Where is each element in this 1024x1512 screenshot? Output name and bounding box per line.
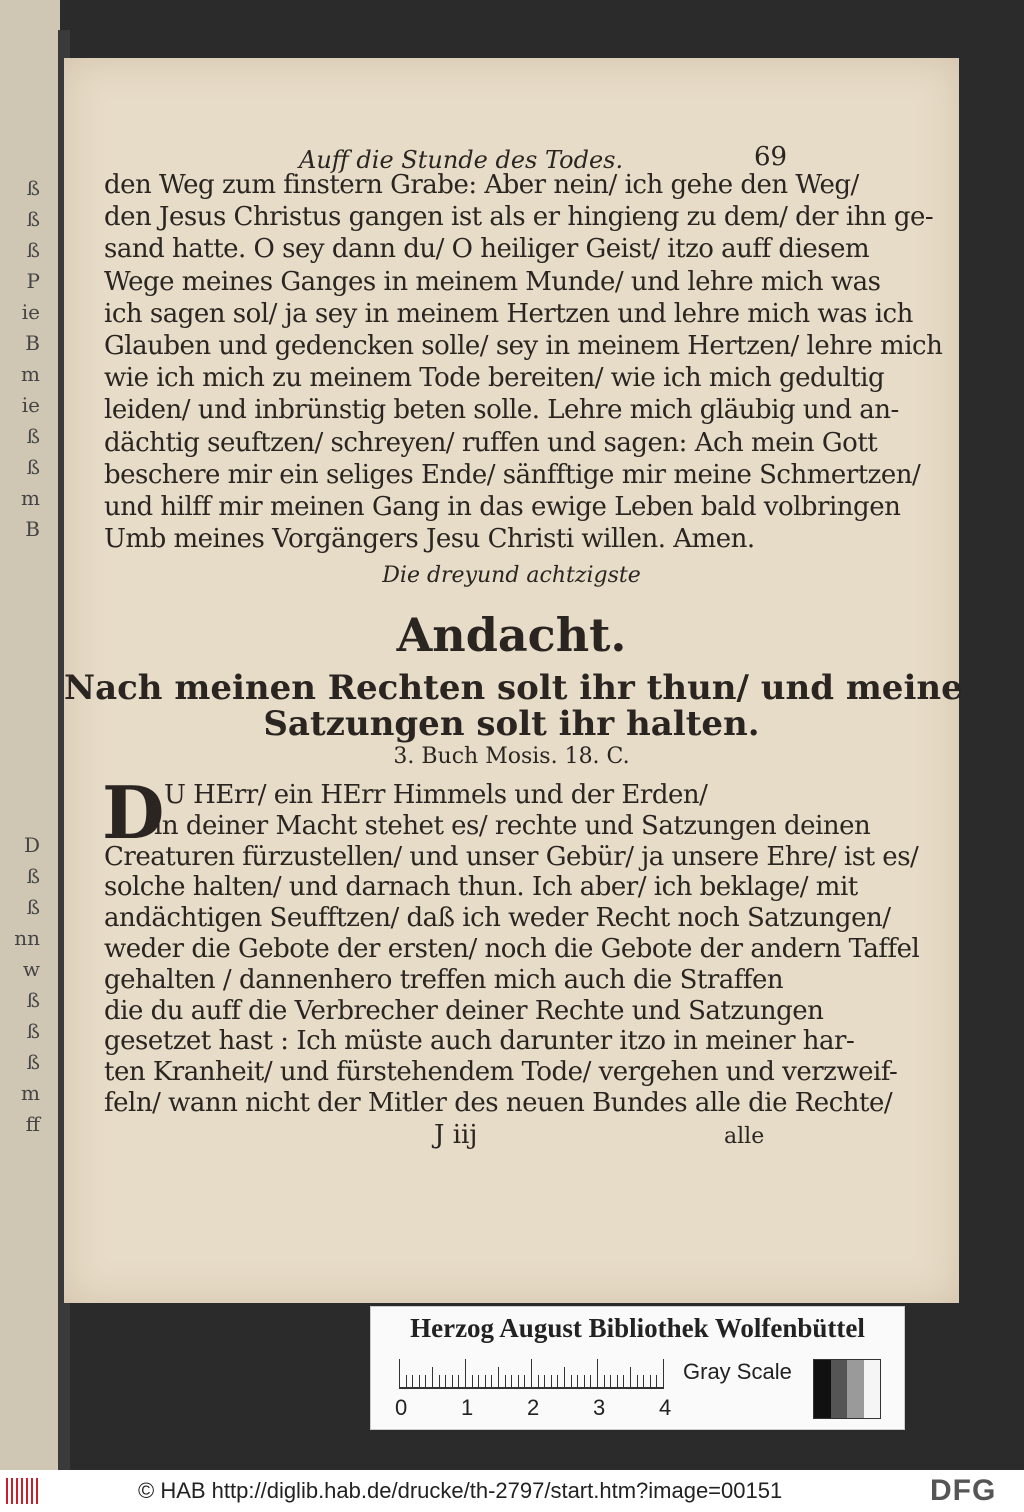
ruler-tick [663,1359,664,1387]
hab-barcode-icon [6,1478,40,1504]
library-name: Herzog August Bibliothek Wolfenbüttel [410,1313,865,1343]
page-number: 69 [754,142,788,172]
text-line: Glauben und gedencken solle/ sey in meinem Hertzen/ lehre mich [104,331,943,361]
ruler-tick [544,1375,545,1387]
ruler-tick [478,1375,479,1387]
ruler-tick [643,1375,644,1387]
bible-verse-line-2: Satzungen solt ihr halten. [263,704,760,744]
text-line: ich sagen sol/ ja sey in meinem Hertzen und lehre mich was ich [104,298,913,329]
ruler-tick [439,1375,440,1387]
text-line: in deiner Macht stehet es/ rechte und Satzungen deinen [154,810,871,841]
running-header: Auff die Stunde des Todes. [299,146,624,174]
ruler-tick [445,1375,446,1387]
ruler-tick [557,1375,558,1387]
text-line: solche halten/ und darnach thun. Ich aber/ ich beklage/ mit [104,872,858,903]
gray-swatch [814,1360,831,1418]
left-page-fragment: ß [26,176,40,200]
left-page-fragment: nn [14,926,40,950]
ruler-tick [551,1375,552,1387]
left-page-fragment: m [21,1081,40,1105]
ruler-tick [590,1375,591,1387]
left-page-fragment: ß [26,207,40,231]
ruler-tick [399,1359,400,1387]
text-line: feln/ wann nicht der Mitler des neuen Bundes alle die Rechte/ [104,1088,893,1118]
left-page-fragment: B [25,517,40,541]
text-line: andächtigen Seufftzen/ daß ich weder Recht noch Satzungen/ [104,903,891,934]
left-page-fragment: ß [26,424,40,448]
left-page-fragment: ie [21,300,40,324]
ruler-tick [511,1375,512,1387]
verse-reference: 3. Buch Mosis. 18. C. [393,744,630,769]
ruler-label: 4 [659,1395,672,1420]
ruler-tick [505,1375,506,1387]
ruler-tick [564,1367,565,1387]
dfg-logo: DFG [930,1474,997,1507]
text-line: sand hatte. O sey dann du/ O heiliger Geist/ itzo auff diesem [104,234,870,265]
left-page-fragment: B [25,331,40,355]
left-page-fragment: ie [21,393,40,417]
left-page-fragment: P [26,269,40,293]
color-calibration-card [370,1306,905,1430]
book-page [64,58,963,1303]
ruler-tick [491,1375,492,1387]
bible-verse-line-1: Nach meinen Rechten solt ihr thun/ und meine [64,668,963,708]
left-page-fragment: ß [26,1019,40,1043]
ruler-tick [406,1375,407,1387]
text-line: Umb meines Vorgängers Jesu Christi willen. Amen. [104,524,755,555]
ruler-tick [597,1359,598,1387]
text-line: den Jesus Christus gangen ist als er hingieng zu dem/ der ihn ge- [104,202,934,233]
footer-bar [0,1470,1024,1512]
text-line: ten Kranheit/ und fürstehendem Tode/ vergehen und verzweif- [104,1057,898,1088]
gray-scale-swatches [813,1359,881,1419]
gray-swatch [847,1360,864,1418]
ruler [399,1355,664,1389]
text-line: gehalten / dannenhero treffen mich auch die Straffen [104,964,784,995]
ruler-label: 2 [527,1395,540,1420]
left-page-fragment: m [21,362,40,386]
left-page-fragment: D [23,833,40,857]
ruler-tick [412,1375,413,1387]
left-page-fragment: w [22,957,40,981]
drop-cap: D [102,770,165,855]
text-line: und hilff mir meinen Gang in das ewige Leben bald volbringen [104,492,901,522]
text-line: gesetzet hast : Ich müste auch darunter itzo in meiner har- [104,1026,855,1057]
gray-scale-label: Gray Scale [683,1359,792,1384]
text-line: Wege meines Ganges in meinem Munde/ und lehre mich was [104,266,881,297]
left-page-fragment: ß [26,1050,40,1074]
ruler-tick [571,1375,572,1387]
text-line: die du auff die Verbrecher deiner Rechte und Satzungen [104,995,824,1026]
left-page-fragment: ß [26,455,40,479]
ruler-tick [656,1375,657,1387]
text-line: wie ich mich zu meinem Tode bereiten/ wie ich mich gedultig [104,363,885,394]
ruler-tick [498,1367,499,1387]
left-page-fragment: ß [26,238,40,262]
ruler-tick [425,1375,426,1387]
ruler-tick [452,1375,453,1387]
gray-swatch [864,1360,881,1418]
ruler-tick [637,1375,638,1387]
left-page-fragment: m [21,486,40,510]
ruler-tick [538,1375,539,1387]
left-page-fragment: ß [26,864,40,888]
ruler-tick [610,1375,611,1387]
ruler-tick [577,1375,578,1387]
signature-mark: J iij [434,1120,478,1150]
text-line: leiden/ und inbrünstig beten solle. Lehre mich gläubig und an- [104,395,899,426]
ruler-tick [472,1375,473,1387]
ruler-tick [531,1359,532,1387]
section-title: Andacht. [396,608,627,662]
section-subtitle: Die dreyund achtzigste [382,563,641,588]
catchword: alle [724,1124,765,1149]
ruler-label: 0 [395,1395,408,1420]
ruler-tick [432,1367,433,1387]
text-line: weder die Gebote der ersten/ noch die Gebote der andern Taffel [104,934,920,964]
text-line: dächtig seuftzen/ schreyen/ ruffen und sagen: Ach mein Gott [104,427,878,458]
text-line: U HErr/ ein HErr Himmels und der Erden/ [164,780,708,810]
copyright-url: © HAB http://diglib.hab.de/drucke/th-2797/start.htm?image=00151 [138,1478,783,1503]
ruler-tick [485,1375,486,1387]
ruler-tick [630,1367,631,1387]
left-page-fragment: ß [26,988,40,1012]
ruler-tick [465,1359,466,1387]
ruler-tick [617,1375,618,1387]
left-page-strip [0,0,60,1470]
left-page-fragment: ß [26,895,40,919]
ruler-tick [518,1375,519,1387]
ruler-tick [524,1375,525,1387]
text-line: den Weg zum finstern Grabe: Aber nein/ ich gehe den Weg/ [104,170,859,200]
ruler-tick [419,1375,420,1387]
gray-swatch [831,1360,848,1418]
ruler-label: 3 [593,1395,606,1420]
ruler-tick [623,1375,624,1387]
left-page-fragment: ff [25,1112,40,1136]
text-line: beschere mir ein seliges Ende/ sänfftige mir meine Schmertzen/ [104,459,921,490]
text-line: Creaturen fürzustellen/ und unser Gebür/ ja unsere Ehre/ ist es/ [104,841,919,872]
ruler-label: 1 [461,1395,474,1420]
ruler-tick [584,1375,585,1387]
ruler-tick [458,1375,459,1387]
ruler-tick [650,1375,651,1387]
ruler-tick [604,1375,605,1387]
